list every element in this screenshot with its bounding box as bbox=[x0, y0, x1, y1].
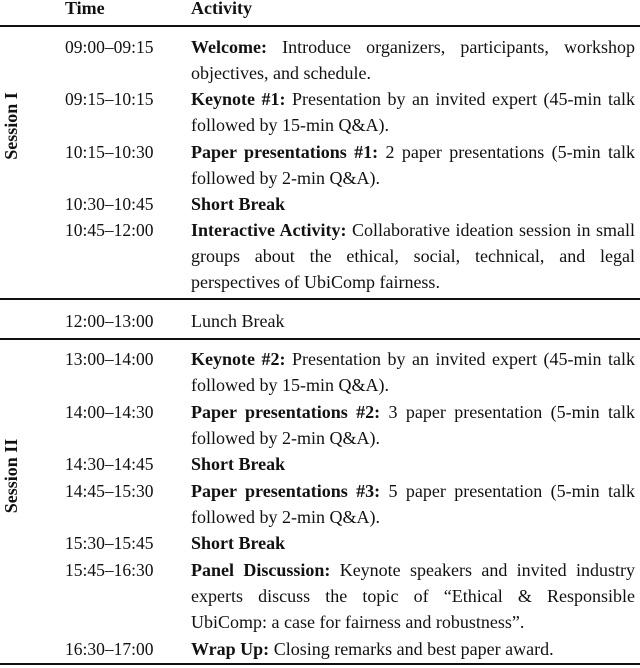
row-time: 10:30–10:45 bbox=[65, 194, 154, 214]
row-time: 09:00–09:15 bbox=[65, 37, 154, 57]
row-activity bbox=[191, 346, 635, 398]
activity-title: Paper presentations #3: bbox=[191, 481, 381, 501]
header-rule bbox=[0, 25, 640, 27]
row-time: 14:00–14:30 bbox=[65, 402, 154, 422]
header-time: Time bbox=[65, 0, 105, 18]
activity-title: Paper presentations #2: bbox=[191, 402, 381, 422]
bottom-rule bbox=[0, 663, 640, 665]
row-activity bbox=[191, 530, 635, 556]
row-activity bbox=[191, 191, 635, 217]
row-activity bbox=[191, 478, 635, 530]
row-activity bbox=[191, 308, 635, 334]
row-time: 14:45–15:30 bbox=[65, 481, 154, 501]
row-time: 10:15–10:30 bbox=[65, 142, 154, 162]
activity-text: Lunch Break bbox=[191, 311, 285, 331]
row-time: 16:30–17:00 bbox=[65, 639, 154, 659]
activity-title: Short Break bbox=[191, 454, 286, 474]
row-activity bbox=[191, 217, 635, 296]
activity-text: 2 paper presentations (5-min talk followed by 2-min Q&A). bbox=[191, 142, 635, 189]
activity-text: Closing remarks and best paper award. bbox=[269, 639, 554, 659]
activity-text: 3 paper presentation (5-min talk followed by 2-min Q&A). bbox=[191, 402, 635, 449]
activity-title: Short Break bbox=[191, 194, 286, 214]
activity-text: Presentation by an invited expert (45-min talk followed by 15-min Q&A). bbox=[191, 89, 635, 136]
activity-title: Short Break bbox=[191, 533, 286, 553]
activity-text: Presentation by an invited expert (45-min talk followed by 15-min Q&A). bbox=[191, 349, 635, 396]
row-time: 15:45–16:30 bbox=[65, 560, 154, 580]
session-divider-bottom bbox=[0, 338, 640, 340]
activity-title: Welcome: bbox=[191, 37, 267, 57]
activity-title: Panel Discussion: bbox=[191, 560, 331, 580]
activity-title: Keynote #2: bbox=[191, 349, 286, 369]
activity-text: 5 paper presentation (5-min talk followed by 2-min Q&A). bbox=[191, 481, 635, 528]
row-activity bbox=[191, 557, 635, 636]
row-time: 09:15–10:15 bbox=[65, 89, 154, 109]
session-label-1: Session I bbox=[1, 92, 21, 160]
row-time: 12:00–13:00 bbox=[65, 311, 154, 331]
row-activity bbox=[191, 399, 635, 451]
row-activity bbox=[191, 139, 635, 191]
row-activity bbox=[191, 34, 635, 86]
row-time: 15:30–15:45 bbox=[65, 533, 154, 553]
activity-title: Interactive Activity: bbox=[191, 220, 347, 240]
activity-title: Paper presentations #1: bbox=[191, 142, 379, 162]
row-activity bbox=[191, 636, 635, 662]
activity-title: Keynote #1: bbox=[191, 89, 286, 109]
row-time: 10:45–12:00 bbox=[65, 220, 154, 240]
session-label-2: Session II bbox=[1, 438, 21, 514]
activity-text: Keynote speakers and invited industry experts discuss the topic of “Ethical & Responsible UbiComp: a case for fairness and robustness”. bbox=[191, 560, 635, 633]
row-activity bbox=[191, 451, 635, 477]
activity-text: Collaborative ideation session in small groups about the ethical, social, technical, and legal perspectives of UbiComp fairness. bbox=[191, 220, 635, 293]
row-time: 14:30–14:45 bbox=[65, 454, 154, 474]
activity-text: Introduce organizers, participants, workshop objectives, and schedule. bbox=[191, 37, 635, 84]
session-divider-top bbox=[0, 298, 640, 300]
header-activity: Activity bbox=[191, 0, 252, 18]
activity-title: Wrap Up: bbox=[191, 639, 270, 659]
row-time: 13:00–14:00 bbox=[65, 349, 154, 369]
row-activity bbox=[191, 86, 635, 138]
